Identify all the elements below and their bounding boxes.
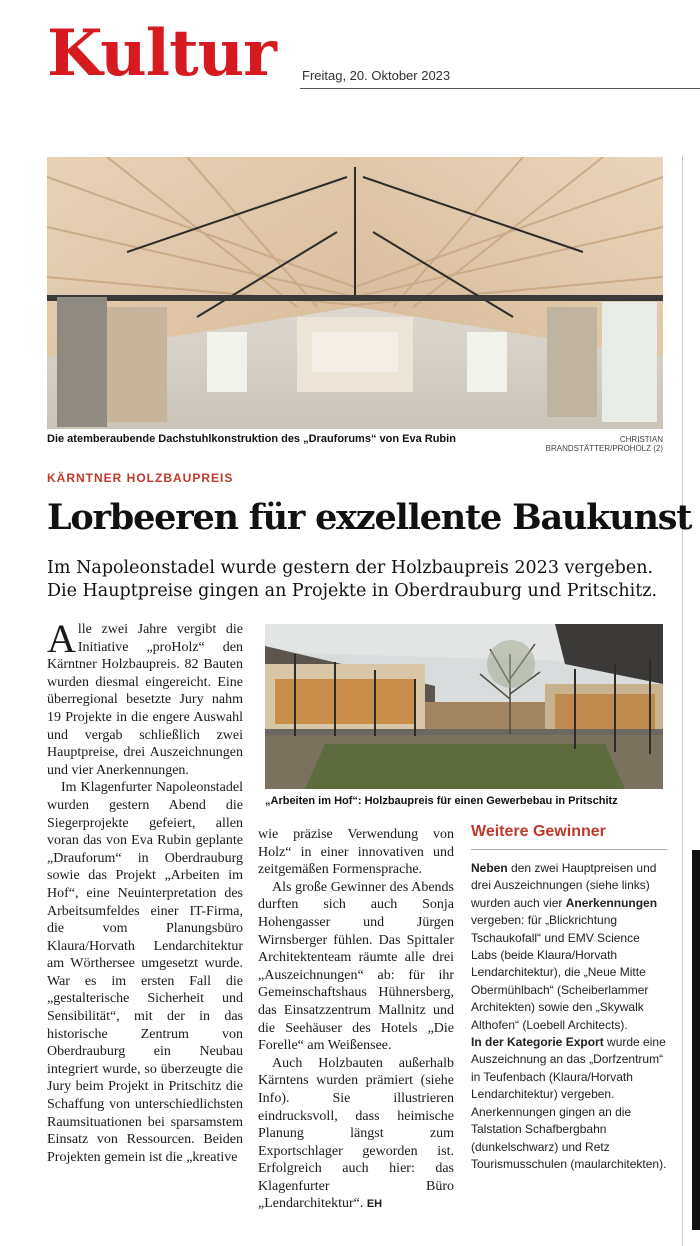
- info-text: wurde eine Auszeichnung an das „Dorfzentrum“ in Teufenbach (Klaura/Horvath Lendarchitektur) vergeben. Anerkennungen gingen an die Talstation Schafbergbahn (dunkelschwarz) und Retz Tourismusschulen (maularchitekten).: [471, 1035, 667, 1171]
- courtyard-illustration: [265, 624, 663, 789]
- paragraph: [47, 616, 243, 779]
- paragraph: wie präzise Verwendung von Holz“ in einer innovativen und zeitgemäßen Formensprache.: [258, 827, 454, 878]
- article-lead: [47, 557, 687, 603]
- paragraph-text: lle zwei Jahre vergibt die Initiative „proHolz“ den Kärntner Holzbaupreis. 82 Bauten wurden diesmal eingereicht. Eine überregional besetzte Jury nahm 19 Projekte in die engere Auswahl und vergab schließlich zwei Hauptpreise, drei Auszeichnungen und vier Anerkennungen.: [47, 622, 243, 778]
- author-signature: EH: [366, 1198, 383, 1211]
- section-title: Kultur: [47, 16, 276, 91]
- paragraph: Als große Gewinner des Abends durften sich auch Sonja Hohengasser und Jürgen Wirnsberger fühlen. Das Spittaler Architektenteam räumte alle drei „Auszeichnungen“ ab: für ihr Gemeinschaftshaus Hühnersberg, das Einsatzzentrum Mallnitz und die Seehäuser des Hotels „Die Forelle“ am Weißensee.: [258, 879, 454, 1054]
- info-text: vergeben: für „Blickrichtung Tschaukofall“ und EMV Science Labs (beide Klaura/Horvath Lendarchitektur), die „Neue Mitte Obermühlbach“ (Scheiberlammer Architekten) sowie den „Skywalk Althofen“ (Loebell Architects).: [471, 913, 649, 1032]
- photo-credit: CHRISTIAN BRANDSTÄTTER/PROHOLZ (2): [545, 435, 663, 453]
- bold-lead: Neben: [471, 861, 508, 875]
- info-box-body: [471, 860, 667, 1173]
- article-kicker: KÄRNTNER HOLZBAUPREIS: [47, 471, 234, 485]
- body-column-1: [47, 616, 243, 1166]
- hero-photo: [47, 157, 663, 429]
- masthead-divider: [300, 88, 700, 89]
- paragraph: [258, 1055, 454, 1214]
- bold-lead: Anerkennungen: [565, 895, 658, 910]
- lead-line: Die Hauptpreise gingen an Projekte in Oberdrauburg und Pritschitz.: [47, 581, 658, 601]
- issue-date: Freitag, 20. Oktober 2023: [302, 68, 451, 83]
- courtyard-photo: [265, 624, 663, 789]
- article-headline: Lorbeeren für exzellente Baukunst: [47, 497, 692, 538]
- info-box-title: Weitere Gewinner: [471, 823, 667, 850]
- paragraph-text: Auch Holzbauten außerhalb Kärntens wurden prämiert (siehe Info). Sie illustrieren eindrucksvoll, dass heimische Planung längst zum Exportschlager geworden ist. Erfolgreich auch hier: das Klagenfurter Büro „Lendarchitektur“.: [258, 1055, 454, 1212]
- bold-lead: In der Kategorie Export: [471, 1035, 604, 1050]
- info-text: den zwei Hauptpreisen und drei Auszeichnungen (siehe links) wurden auch vier: [471, 861, 657, 910]
- column-divider: [682, 155, 683, 1246]
- body-column-2: [258, 826, 454, 1214]
- courtyard-caption: „Arbeiten im Hof“: Holzbaupreis für einen Gewerbebau in Pritschitz: [265, 795, 618, 807]
- info-box: [471, 823, 667, 1173]
- roof-truss-illustration: [47, 157, 663, 429]
- adjacent-page-edge: [692, 850, 700, 1230]
- lead-line: Im Napoleonstadel wurde gestern der Holzbaupreis 2023 vergeben.: [47, 558, 654, 578]
- hero-caption: Die atemberaubende Dachstuhlkonstruktion des „Drauforums“ von Eva Rubin: [47, 433, 456, 445]
- drop-cap: A: [47, 616, 76, 661]
- paragraph: Im Klagenfurter Napoleonstadel wurden gestern Abend die Siegerprojekte gefeiert, allen voran das von Eva Rubin geplante „Drauforum“ in Oberdrauburg sowie das Projekt „Arbeiten im Hof“, eine Neuinterpretation des Arbeitsumfeldes einer IT-Firma, die vom Planungsbüro Klaura/Horvath Lendarchitektur am Wörthersee umgesetzt wurde. War es im ersten Fall die „gestalterische Sicherheit und Sensibilität“, mit der in das historische Zentrum von Oberdrauburg ein Neubau integriert wurde, so überzeugte die Jury beim Projekt in Pritschitz die Schaffung von unterschiedlichsten Raumsituationen bei sparsamstem Einsatz von Ressourcen. Beiden Projekten gemein ist die „kreative: [47, 780, 243, 1165]
